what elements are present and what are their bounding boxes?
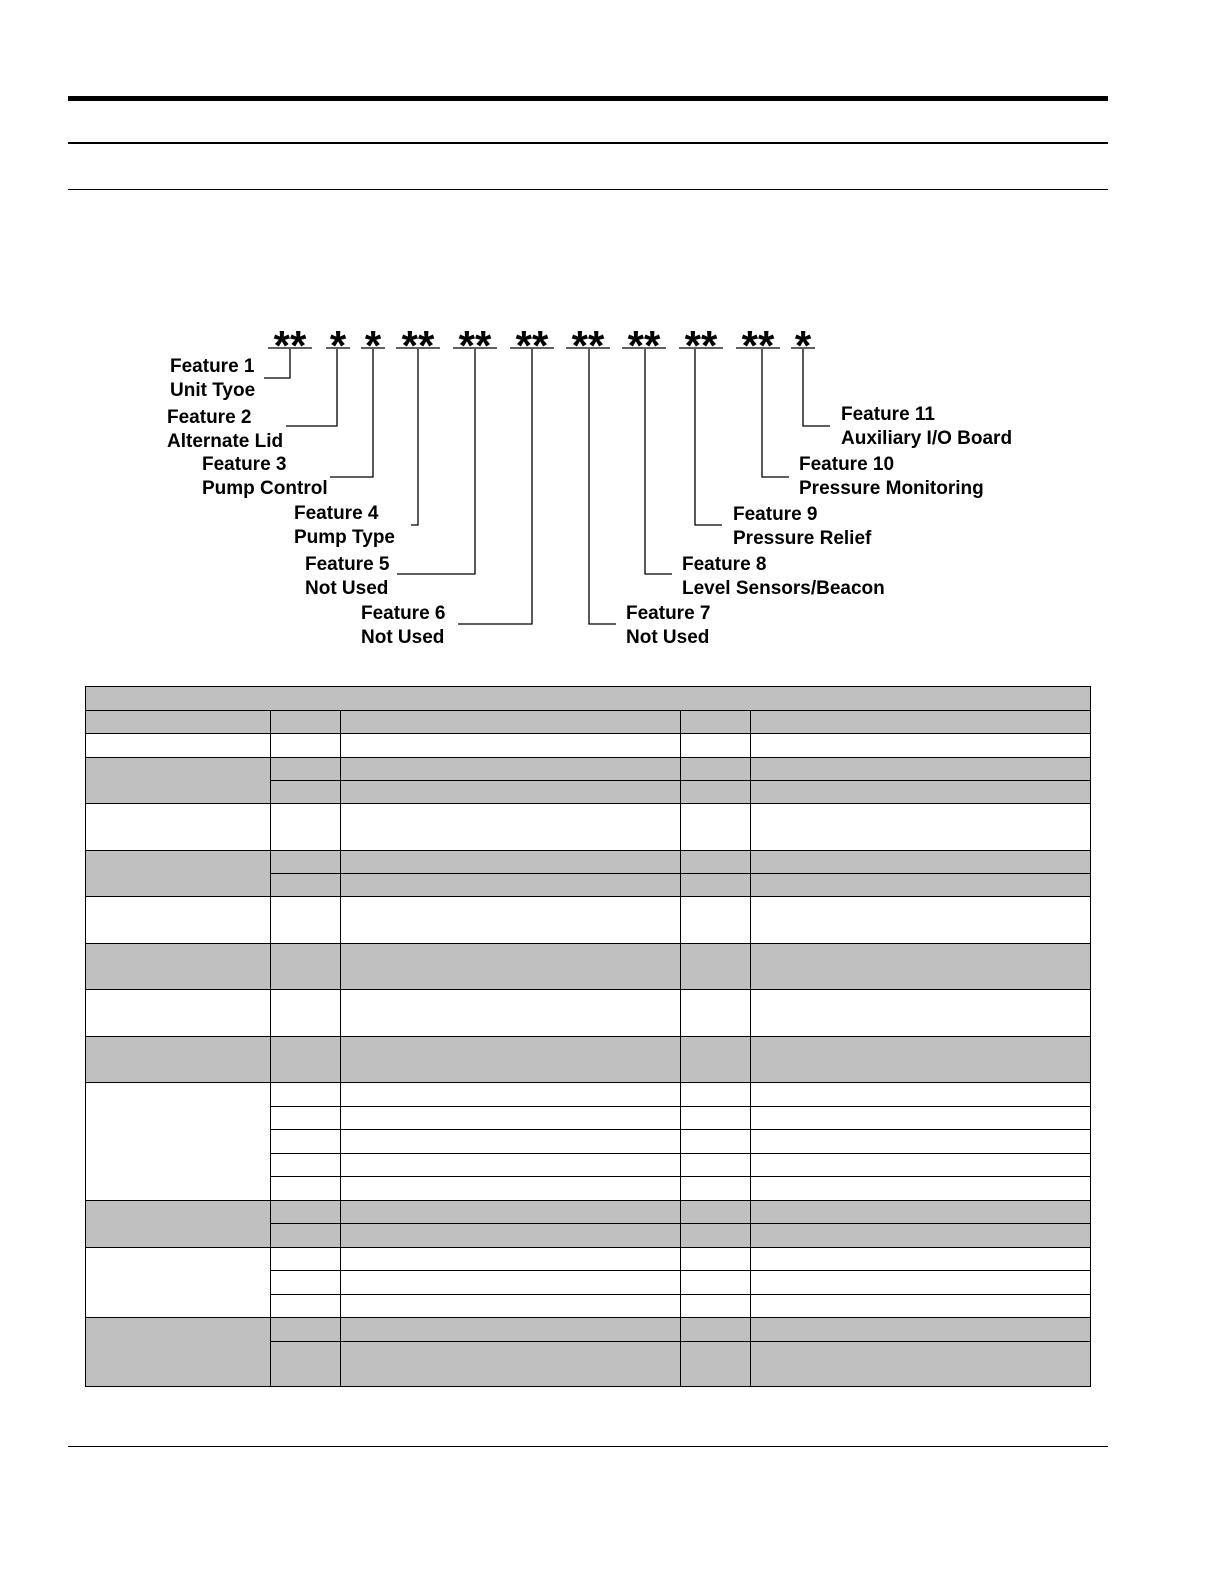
feature-1-title: Feature 1 xyxy=(170,356,255,377)
feature-8-desc: Level Sensors/Beacon xyxy=(682,578,885,599)
code-digit: ** xyxy=(401,322,435,369)
feature-10-title: Feature 10 xyxy=(799,454,895,475)
model-number-table xyxy=(85,686,1091,1387)
feature-9-desc: Pressure Relief xyxy=(733,528,872,549)
feature-5-title: Feature 5 xyxy=(305,554,390,575)
code-digit: ** xyxy=(273,322,307,369)
feature-7-title: Feature 7 xyxy=(626,603,711,624)
code-digit: * xyxy=(794,322,812,369)
feature-2-title: Feature 2 xyxy=(167,407,252,428)
code-digit: ** xyxy=(515,322,549,369)
table-title-cell xyxy=(86,687,1091,711)
table-header-cell xyxy=(341,711,681,734)
feature-4-title: Feature 4 xyxy=(294,503,379,524)
table-header-cell xyxy=(271,711,341,734)
table-row xyxy=(86,851,1091,874)
model-number-diagram xyxy=(0,0,1225,680)
table-header-cell xyxy=(751,711,1091,734)
code-digit: ** xyxy=(571,322,605,369)
table-row xyxy=(86,1083,1091,1107)
feature-11-title: Feature 11 xyxy=(841,404,935,425)
table-row xyxy=(86,758,1091,781)
table-row xyxy=(86,990,1091,1037)
code-digit: * xyxy=(364,322,382,369)
feature-7-desc: Not Used xyxy=(626,627,710,648)
feature-8-title: Feature 8 xyxy=(682,554,767,575)
table-row xyxy=(86,1318,1091,1342)
feature-9-title: Feature 9 xyxy=(733,504,818,525)
table-row xyxy=(86,804,1091,851)
code-digit: ** xyxy=(458,322,492,369)
feature-3-desc: Pump Control xyxy=(202,478,328,499)
code-digit: ** xyxy=(741,322,775,369)
table-row xyxy=(86,1037,1091,1083)
table-row xyxy=(86,944,1091,990)
table-row xyxy=(86,1248,1091,1271)
table-header-row xyxy=(86,711,1091,734)
table-row xyxy=(86,897,1091,944)
code-digit: * xyxy=(329,322,347,369)
table-title-row xyxy=(86,687,1091,711)
code-digit: ** xyxy=(627,322,661,369)
feature-1-desc: Unit Tyoe xyxy=(170,380,256,401)
feature-10-desc: Pressure Monitoring xyxy=(799,478,984,499)
table-header-cell xyxy=(681,711,751,734)
feature-3-title: Feature 3 xyxy=(202,454,287,475)
feature-6-desc: Not Used xyxy=(361,627,445,648)
table-header-cell xyxy=(86,711,271,734)
feature-11-desc: Auxiliary I/O Board xyxy=(841,428,1013,449)
code-digit: ** xyxy=(684,322,718,369)
feature-2-desc: Alternate Lid xyxy=(167,431,284,452)
footer-rule xyxy=(68,1446,1108,1447)
feature-4-desc: Pump Type xyxy=(294,527,395,548)
feature-5-desc: Not Used xyxy=(305,578,389,599)
table-row xyxy=(86,1201,1091,1224)
feature-6-title: Feature 6 xyxy=(361,603,446,624)
table-row xyxy=(86,734,1091,758)
